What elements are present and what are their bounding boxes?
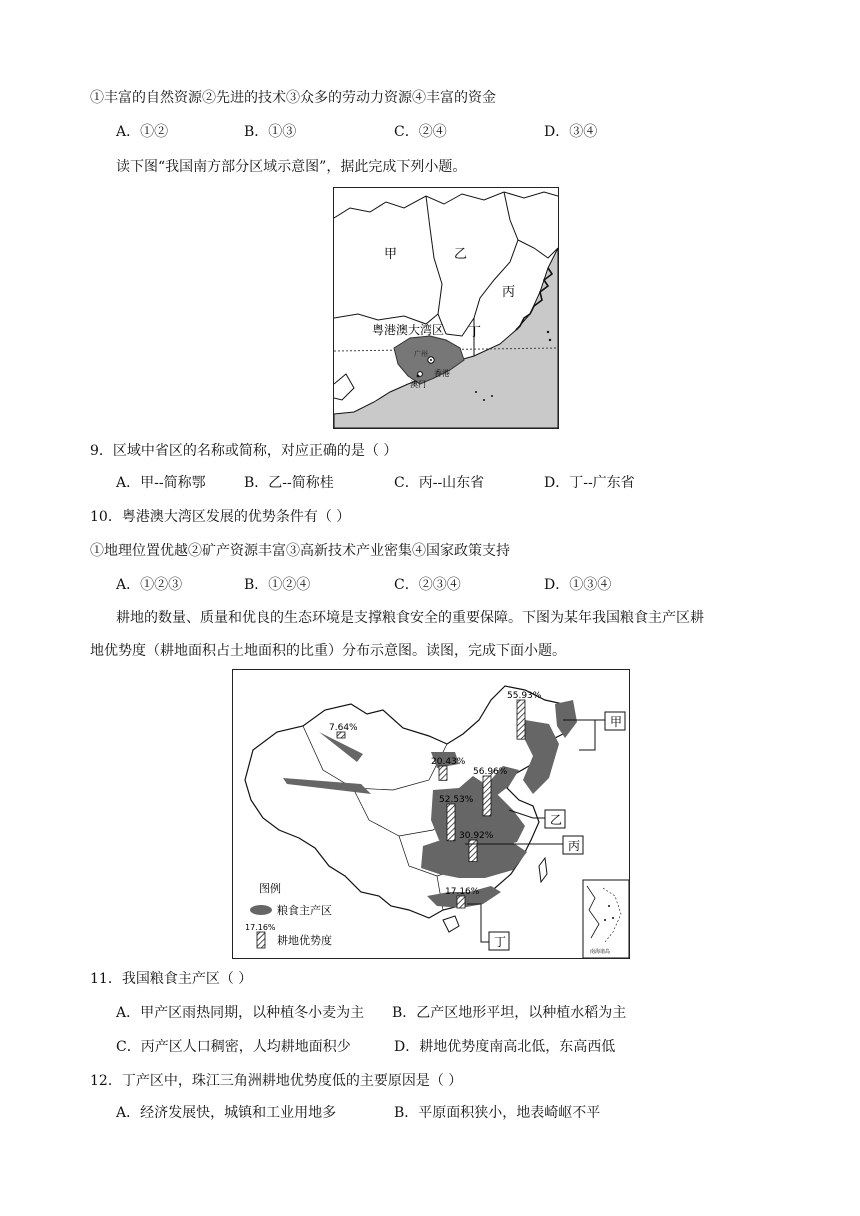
legend-ratio-swatch	[257, 932, 265, 948]
q8-option-d: D．③④	[544, 124, 598, 140]
q10-option-b: B．①②④	[244, 577, 311, 593]
pct-label-2: 55.93%	[507, 691, 542, 701]
map2-box-jia: 甲	[610, 715, 623, 729]
map2-intro-line1: 耕地的数量、质量和优良的生态环境是支撑粮食安全的重要保障。下图为某年我国粮食主产区耕	[116, 610, 704, 626]
cropland-ratio-bar	[457, 896, 465, 908]
q11-stem: 11．我国粮食主产区（ ）	[90, 971, 253, 987]
south-china-sea-inset	[583, 880, 629, 958]
q10-option-d: D．①③④	[544, 577, 612, 593]
pct-label-7: 17.16%	[445, 887, 480, 897]
q8-premise: ①丰富的自然资源②先进的技术③众多的劳动力资源④丰富的资金	[90, 90, 496, 106]
map1-label-bing: 丙	[502, 285, 516, 300]
q8-option-a: A．①②	[116, 124, 169, 140]
legend-sample-pct: 17.16%	[245, 923, 276, 932]
map2-box-ding: 丁	[494, 935, 507, 949]
q9-stem: 9．区域中省区的名称或简称，对应正确的是（ ）	[90, 443, 398, 459]
q12-stem: 12．丁产区中，珠江三角洲耕地优势度低的主要原因是（ ）	[90, 1073, 463, 1089]
q12-option-b: B．平原面积狭小，地表崎岖不平	[394, 1105, 601, 1121]
cropland-ratio-bar	[517, 700, 525, 739]
legend-ratio-label: 耕地优势度	[277, 934, 332, 947]
cropland-ratio-bar	[447, 804, 455, 841]
q11-option-c: C．丙产区人口稠密，人均耕地面积少	[116, 1039, 351, 1055]
pct-label-6: 30.92%	[459, 831, 494, 841]
pct-label-5: 52.53%	[439, 795, 474, 805]
q11-option-b: B．乙产区地形平坦，以种植水稻为主	[392, 1005, 627, 1021]
q9-option-d: D．丁--广东省	[544, 475, 635, 491]
map1-label-jia: 甲	[384, 247, 398, 262]
q10-stem: 10．粤港澳大湾区发展的优势条件有（ ）	[90, 509, 351, 525]
china-grain-map	[232, 669, 630, 959]
legend-grain-swatch	[250, 905, 272, 915]
bay-area-label: 粤港澳大湾区	[372, 323, 445, 337]
pct-label-3: 20.43%	[431, 757, 466, 767]
q10-option-c: C．②③④	[394, 577, 461, 593]
map2-box-yi: 乙	[550, 813, 563, 827]
pct-label-1: 7.64%	[329, 723, 358, 733]
q9-option-c: C．丙--山东省	[394, 475, 485, 491]
cropland-ratio-bar	[483, 776, 491, 816]
q10-option-a: A．①②③	[116, 577, 183, 593]
map2-intro-line2: 地优势度（耕地面积占土地面积的比重）分布示意图。读图，完成下面小题。	[90, 643, 566, 659]
q10-premise: ①地理位置优越②矿产资源丰富③高新技术产业密集④国家政策支持	[90, 543, 510, 559]
cropland-ratio-bar	[439, 766, 447, 780]
map1-label-ding: 丁	[468, 325, 482, 340]
pct-label-4: 56.96%	[473, 767, 508, 777]
macau-label: 澳门	[410, 380, 426, 389]
map1-label-yi: 乙	[454, 247, 468, 262]
q8-option-c: C．②④	[394, 124, 447, 140]
q11-option-a: A．甲产区雨热同期，以种植冬小麦为主	[116, 1005, 365, 1021]
legend-grain-label: 粮食主产区	[277, 904, 332, 917]
hongkong-label: 香港	[434, 369, 450, 378]
q9-option-b: B．乙--简称桂	[244, 475, 334, 491]
cropland-ratio-bar	[469, 840, 477, 862]
south-china-map	[333, 187, 559, 429]
inset-label: 南海诸岛	[590, 949, 611, 955]
guangzhou-label: 广州	[414, 350, 428, 358]
map1-intro: 读下图“我国南方部分区域示意图”，据此完成下列小题。	[116, 159, 467, 175]
map2-box-bing: 丙	[568, 839, 581, 853]
legend-title: 图例	[259, 882, 281, 895]
q12-option-a: A．经济发展快，城镇和工业用地多	[116, 1105, 337, 1121]
q8-option-b: B．①③	[244, 124, 297, 140]
q9-option-a: A．甲--简称鄂	[116, 475, 206, 491]
q11-option-d: D．耕地优势度南高北低，东高西低	[394, 1039, 616, 1055]
